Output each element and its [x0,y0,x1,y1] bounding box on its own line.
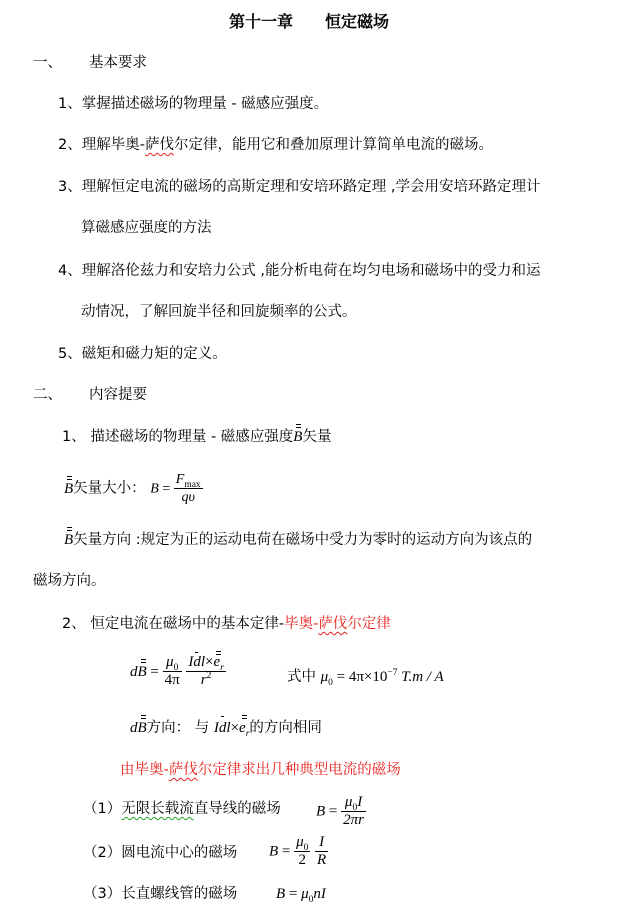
fraction-fmax-over-qv: $\frac{F_{max}}{q\upsilon}$ [175,472,201,505]
section-1-number: 一、 [33,55,62,71]
mu0-definition: 式中 $\mu_0 = 4\pi\times 10^{-7}$ T.m / A [287,668,444,688]
case-2-formula: B = $\frac{\mu_0}{2}$ $\frac{I}{R}$ [269,834,327,868]
case-3-formula: $B = \mu_0nI$ [276,886,326,905]
section-2-number: 二、 [33,387,62,403]
item-text: 磁矩和磁力矩的定义。 [81,346,227,362]
list-item [58,177,540,197]
case-1-formula: B = $\frac{\mu_0I}{2\pi r}$ [316,794,364,828]
list-item [58,94,328,114]
item-label: 2、 [58,137,82,153]
case-3: （3）长直螺线管的磁场 [83,886,238,902]
vector-b-symbol: B [293,429,303,445]
biot-savart-formula: dB = $\frac{\mu_0}{4\pi}$ $\frac{Idl\times e_r}{r^2}$ [130,654,224,688]
list-item [58,261,540,281]
item-label: 4、 [58,263,82,279]
list-item-continuation: 算磁感应强度的方法 [81,220,212,236]
item-text: 掌握描述磁场的物理量 - 磁感应强度。 [81,96,329,112]
item-label: 3、 [58,179,82,195]
page-title: 第十一章 恒定磁场 [229,12,390,31]
section-1-heading: 基本要求 [89,55,147,71]
spellcheck-underline: 萨伐 [144,137,174,153]
item-text: 理解洛伦兹力和安培力公式 ,能分析电荷在均匀电场和磁场中的受力和运 [81,263,541,279]
case-1: （1）无限长载流直导线的磁场 [83,801,281,817]
list-item: 2、理解毕奥-萨伐尔定律，能用它和叠加原理计算简单电流的磁场。 [58,137,493,153]
typical-currents-heading: 由毕奥-萨伐尔定律求出几种典型电流的磁场 [120,762,401,778]
paragraph-2: 2、 恒定电流在磁场中的基本定律-毕奥-萨伐尔定律 [62,616,391,632]
direction-line: B矢量方向 :规定为正的运动电荷在磁场中受力为零时的运动方向为该点的 [64,532,533,548]
item-label: 1、 [58,96,82,112]
list-item-continuation: 动情况，了解回旋半径和回旋频率的公式。 [81,304,357,320]
direction-continuation: 磁场方向。 [33,573,106,589]
case-2: （2）圆电流中心的磁场 [83,845,238,861]
item-label: 5、 [58,346,82,362]
paragraph-1: 1、 描述磁场的物理量 - 磁感应强度B矢量 [62,429,332,445]
db-direction-line: dB方向： 与 $Idl\times e_r$的方向相同 [130,720,322,739]
section-2-heading: 内容提要 [89,387,147,403]
item-text: 理解恒定电流的磁场的高斯定理和安培环路定理 ,学会用安培环路定理计 [81,179,541,195]
list-item [58,344,227,364]
magnitude-line: B矢量大小： B = $\frac{F_{max}}{q\upsilon}$ [64,472,201,505]
